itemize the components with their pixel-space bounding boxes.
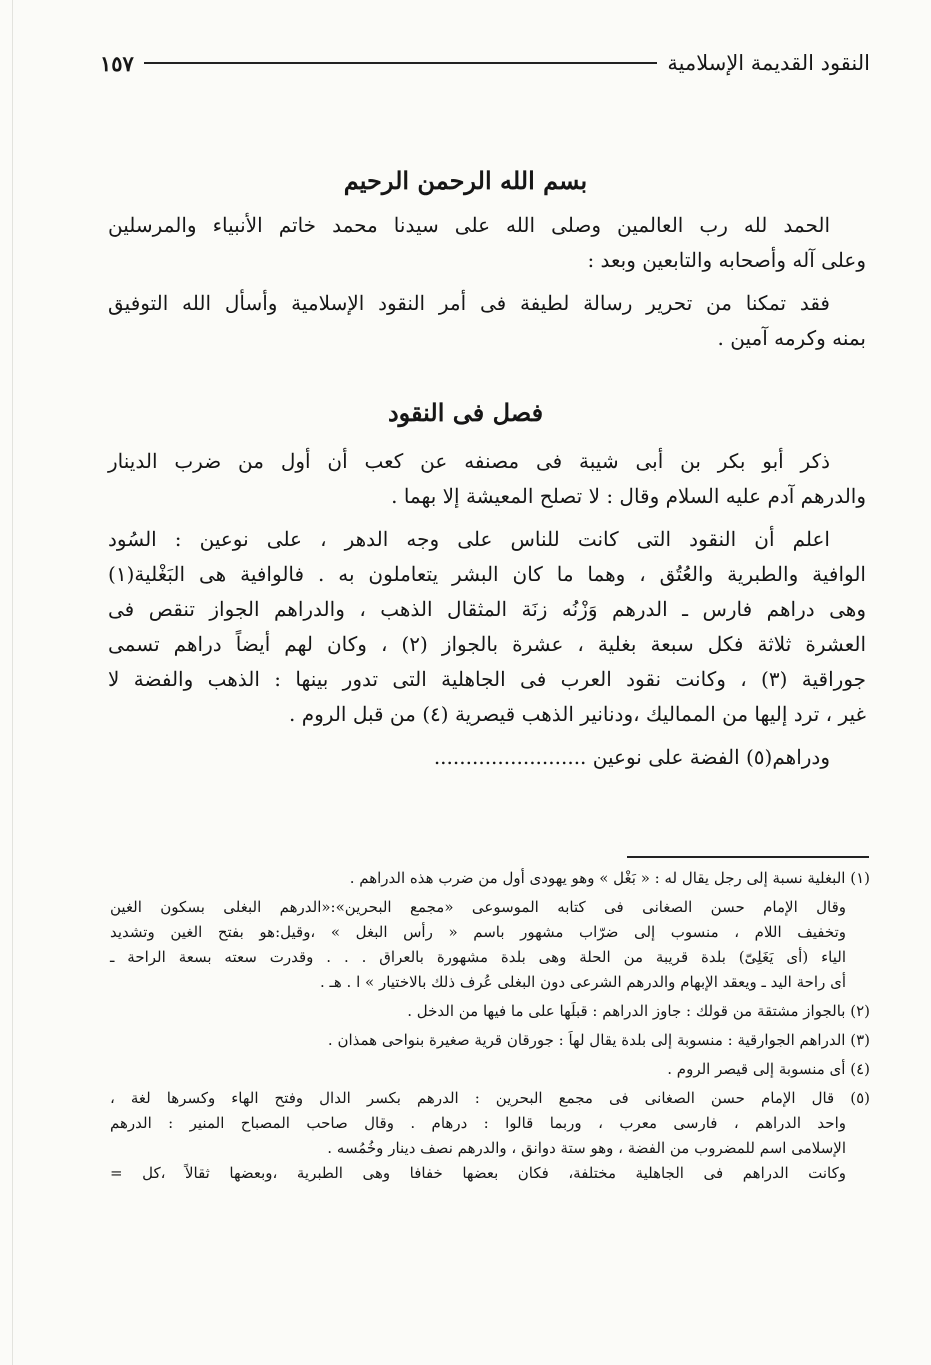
footnote-line: (٣) الدراهم الجوارقية : منسوبة إلى بلدة يقال لهاَ : جورقان قرية صغيرة بنواحى همذان . xyxy=(327,1031,870,1049)
footnote-line: واحد الدراهم ، فارسى معرب ، وربما قالوا : درهام . وقال صاحب المصباح المنير : الدرهم xyxy=(110,1114,846,1132)
running-title: النقود القديمة الإسلامية xyxy=(667,51,870,75)
section-heading: فصل فى النقود xyxy=(387,398,544,427)
footnote-4 xyxy=(110,1057,870,1082)
main-section xyxy=(108,444,866,783)
page-number: ١٥٧ xyxy=(100,50,134,76)
text-line: بمنه وكرمه آمين . xyxy=(717,326,866,350)
text-line: الوافية والطبرية والعُتُق ، وهما ما كان البشر يتعاملون به . فالوافية هى البَغْلية(١) xyxy=(108,562,866,586)
footnote-5 xyxy=(110,1086,870,1186)
footnote-line: (١) البغلية نسبة إلى رجل يقال له : « بَغْل » وهو يهودى أول من ضرب هذه الدراهم . xyxy=(349,869,870,887)
running-header xyxy=(100,46,870,80)
footnote-line: (٢) بالجواز مشتقة من قولك : جاوز الدراهم : قبلَها على ما فيها من الدخل . xyxy=(407,1002,870,1020)
footnote-line: وقال الإمام حسن الصغانى فى كتابه الموسوعى «مجمع البحرين»:«الدرهم البغلى بسكون الغين xyxy=(110,898,846,916)
text-line: ذكر أبو بكر بن أبى شيبة فى مصنفه عن كعب أن أول من ضرب الدينار xyxy=(108,449,830,473)
footnote-3 xyxy=(110,1028,870,1053)
intro-section xyxy=(108,208,866,364)
footnote-separator xyxy=(627,856,869,858)
intro-paragraph-1 xyxy=(108,208,866,278)
text-line: غير ، ترد إليها من المماليك ،ودنانير الذهب قيصرية (٤) من قبل الروم . xyxy=(289,702,866,726)
text-line: جوراقية (٣) ، وكانت نقود العرب فى الجاهلية التى تدور بينها : الذهب والفضة لا xyxy=(108,667,867,691)
text-line: ودراهم(٥) الفضة على نوعين ........................ xyxy=(433,745,830,769)
text-line: وعلى آله وأصحابه والتابعين وبعد : xyxy=(587,248,866,272)
text-line: وهى دراهم فارس ـ الدرهم وَزْنُه زنَة المثقال الذهب ، والدراهم الجواز تنقص فى xyxy=(108,597,866,621)
text-line: والدرهم آدم عليه السلام وقال : لا تصلح المعيشة إلا بهما . xyxy=(391,484,866,508)
section-paragraph-3 xyxy=(108,740,866,775)
text-line: الحمد لله رب العالمين وصلى الله على سيدنا محمد خاتم الأنبياء والمرسلين xyxy=(108,213,830,237)
footnote-line: (٤) أى منسوبة إلى قيصر الروم . xyxy=(667,1060,870,1078)
footnote-line: أى راحة اليد ـ ويعقد الإبهام والدرهم الشرعى دون البغلى عُرف ذلك بالاختيار » ا . هـ . xyxy=(319,973,846,991)
header-rule xyxy=(144,62,658,64)
text-line: العشرة ثلاثة فكل سبعة بغلية ، عشرة بالجواز (٢) ، وكان لهم أيضاً دراهم تسمى xyxy=(108,632,866,656)
basmala-heading: بسم الله الرحمن الرحيم xyxy=(343,166,588,195)
footnote-line: الإسلامى اسم للمضروب من الفضة ، وهو ستة دوانق ، والدرهم نصف دينار وخُمُسه . xyxy=(327,1139,846,1157)
footnote-line: وتخفيف اللام ، منسوب إلى ضرّاب مشهور باسم « رأس البغل » ،وقيل:هو بفتح الغين وتشديد xyxy=(110,923,846,941)
footnote-1-continuation xyxy=(110,895,870,995)
footnote-line: الياء (أى يَغَلِىّ) بلدة قريبة من الحلة وهى بلدة مشهورة بالعراق . . . وقدرت سعته بسعة الراحة ـ xyxy=(110,948,846,966)
section-paragraph-1 xyxy=(108,444,866,514)
footnote-line: وكانت الدراهم فى الجاهلية مختلفة، فكان بعضها خفافا وهى الطبرية ،وبعضها ثقالاً ،كل = xyxy=(110,1164,846,1182)
page-edge xyxy=(12,0,13,1365)
section-paragraph-2 xyxy=(108,522,866,732)
text-line: فقد تمكنا من تحرير رسالة لطيفة فى أمر النقود الإسلامية وأسأل الله التوفيق xyxy=(108,291,830,315)
intro-paragraph-2 xyxy=(108,286,866,356)
footnote-1 xyxy=(110,866,870,891)
footnote-line: (٥) قال الإمام حسن الصغانى فى مجمع البحرين : الدرهم بكسر الدال وفتح الهاء وكسرها لغة ، xyxy=(110,1089,870,1107)
footnotes xyxy=(110,866,870,1190)
text-line: اعلم أن النقود التى كانت للناس على وجه الدهر ، على نوعين : السُود xyxy=(108,527,830,551)
footnote-2 xyxy=(110,999,870,1024)
